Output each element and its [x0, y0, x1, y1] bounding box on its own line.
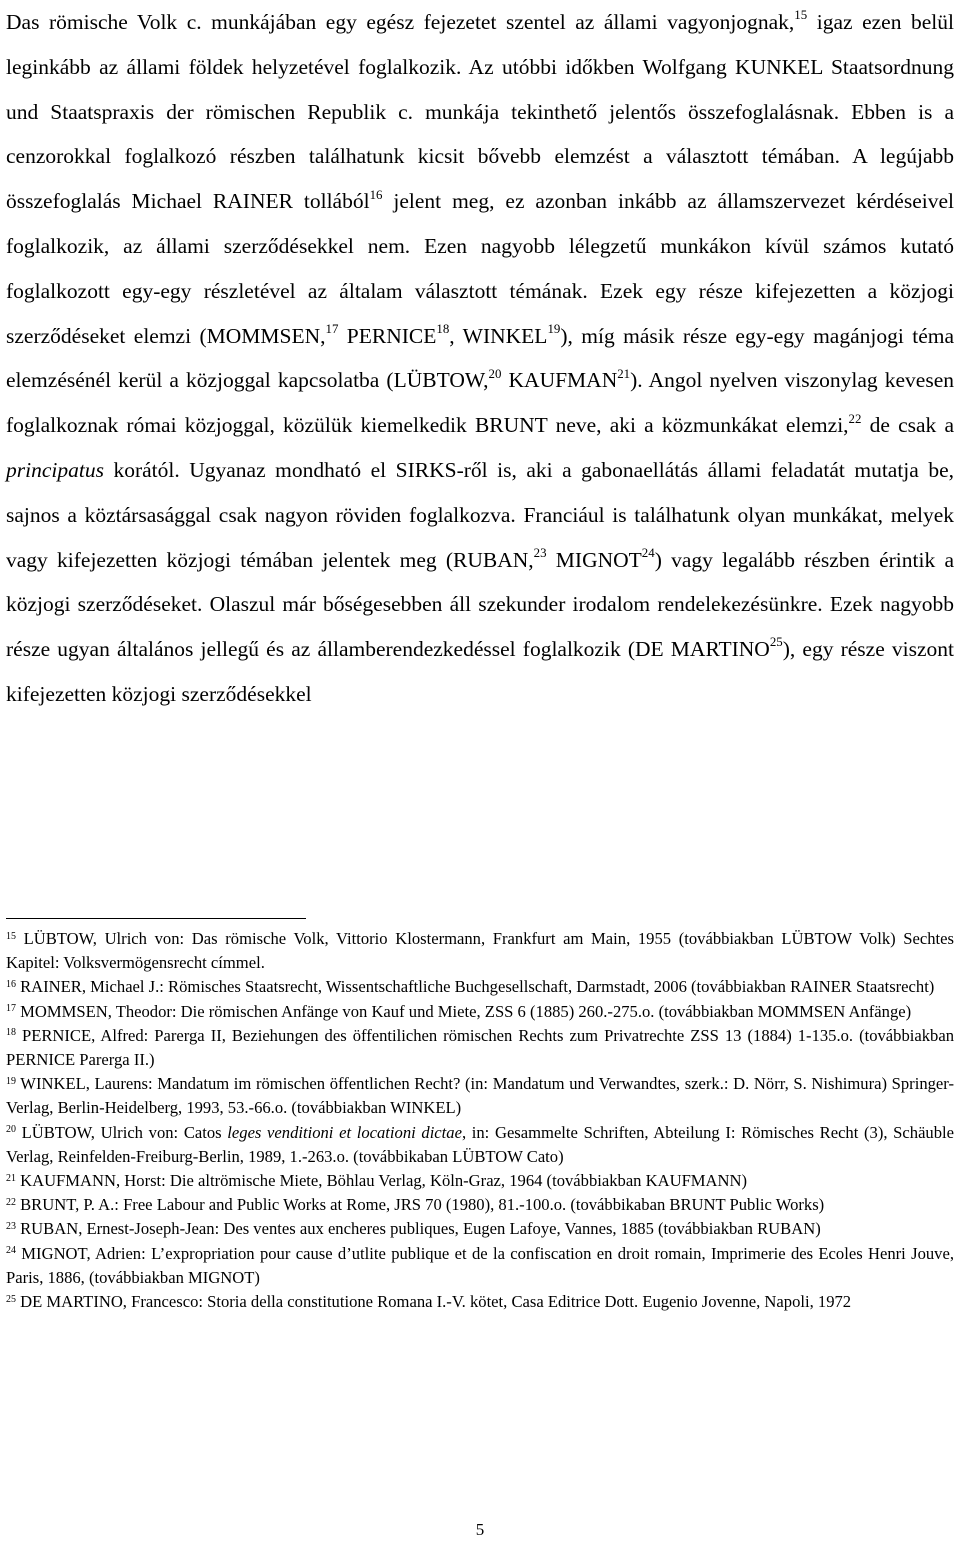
body-text-segment: MIGNOT	[546, 547, 642, 572]
footnote-ref-24[interactable]: 24	[641, 545, 655, 560]
footnote-number: 19	[6, 1075, 16, 1087]
footnote-text: KAUFMANN, Horst: Die altrömische Miete, Böhlau Verlag, Köln-Graz, 1964 (továbbiakban KAUFMANN)	[15, 1171, 748, 1191]
footnote-number: 22	[6, 1196, 16, 1208]
footnote-ref-17[interactable]: 17	[325, 321, 339, 336]
footnote-text: MIGNOT, Adrien: L’expropriation pour cause d’utlite publique et de la confiscation en droit romain, Imprimerie des Ecoles Henri Jouve, Paris, 1886, (továbbiakban MIGNOT)	[6, 1243, 954, 1287]
footnote-16	[6, 975, 954, 999]
footnote-21	[6, 1169, 954, 1193]
italic-term: leges venditioni et locationi dictae	[227, 1122, 462, 1142]
footnote-text: LÜBTOW, Ulrich von: Das römische Volk, Vittorio Klostermann, Frankfurt am Main, 1955 (továbbiakban LÜBTOW Volk) Sechtes Kapitel: Volksvermögensrecht címmel.	[6, 929, 954, 973]
body-text-segment: igaz ezen belül leginkább az állami földek helyzetével foglalkozik. Az utóbbi időkben Wolfgang KUNKEL Staatsordnung und Staatspraxis der römischen Republik c. munkája tekinthető jelentős összefoglalásnak. Ebben is a cenzorokkal foglalkozó részben találhatunk kicsit bővebb elemzést a választott témában. A legújabb összefoglalás Michael RAINER tollából	[6, 10, 954, 214]
footnote-22	[6, 1193, 954, 1217]
footnote-text: MOMMSEN, Theodor: Die römischen Anfänge von Kauf und Miete, ZSS 6 (1885) 260.-275.o. (továbbiakban MOMMSEN Anfänge)	[15, 1001, 912, 1021]
footnote-number: 18	[6, 1027, 16, 1039]
footnote-ref-21[interactable]: 21	[617, 366, 631, 381]
body-text-segment: korától. Ugyanaz mondható el SIRKS-ről is, aki a gabonaellátás állami feladatát mutatja be, sajnos a köztársasággal csak nagyon röviden foglalkozva. Franciául is találhatunk olyan munkákat, melyek vagy kifejezetten közjogi témában jelentek meg (RUBAN,	[6, 457, 954, 572]
body-text-segment: ), egy része viszont kifejezetten közjogi szerződésekkel	[6, 637, 954, 706]
footnote-number: 16	[6, 978, 16, 990]
footnote-number: 21	[6, 1172, 16, 1184]
body-text-segment: , WINKEL	[449, 323, 548, 348]
footnote-ref-15[interactable]: 15	[794, 8, 808, 23]
footnote-19	[6, 1072, 954, 1120]
footnote-separator	[6, 918, 306, 919]
footnote-ref-22[interactable]: 22	[848, 411, 862, 426]
footnote-ref-20[interactable]: 20	[488, 366, 502, 381]
footnote-18	[6, 1024, 954, 1072]
body-text-segment: ) vagy legalább részben érintik a közjogi szerződéseket. Olaszul már bőségesebben áll szekunder irodalom rendelekezésünkre. Ezek nagyobb része ugyan általános jellegű és az államberendezkedéssel foglalkozik (DE MARTINO	[6, 547, 954, 662]
body-text-segment: PERNICE	[338, 323, 437, 348]
footnote-17	[6, 1000, 954, 1024]
body-text-segment: jelent meg, ez azonban inkább az államszervezet kérdéseivel foglalkozik, az állami szerződésekkel nem. Ezen nagyobb lélegzetű munkákon kívül számos kutató foglalkozott egy-egy részletével az általam választott témának. Ezek egy része kifejezetten a közjogi szerződéseket elemzi (MOMMSEN,	[6, 189, 954, 348]
footnote-15	[6, 927, 954, 975]
footnote-text: BRUNT, P. A.: Free Labour and Public Works at Rome, JRS 70 (1980), 81.-100.o. (továbbikaban BRUNT Public Works)	[15, 1195, 825, 1215]
body-text-segment: ), míg másik része egy-egy magánjogi téma elemzésénél kerül a közjoggal kapcsolatba (LÜBTOW,	[6, 323, 955, 393]
body-paragraph	[6, 0, 954, 717]
footnote-number: 15	[6, 930, 16, 942]
footnote-text: , in: Gesammelte Schriften, Abteilung I: Römisches Recht (3), Schäuble Verlag, Reinfelden-Freiburg-Berlin, 1989, 1.-263.o. (továbbikaban LÜBTOW Cato)	[6, 1122, 954, 1166]
footnote-25	[6, 1290, 954, 1314]
footnote-ref-16[interactable]: 16	[369, 187, 383, 202]
footnote-number: 25	[6, 1293, 16, 1305]
footnote-ref-25[interactable]: 25	[769, 635, 783, 650]
footnote-ref-23[interactable]: 23	[533, 545, 547, 560]
footnote-20	[6, 1121, 954, 1169]
body-text-segment: ). Angol nyelven viszonylag kevesen foglalkoznak római közjoggal, közülük kiemelkedik BRUNT neve, aki a közmunkákat elemzi,	[6, 368, 954, 438]
footnote-text: LÜBTOW, Ulrich von: Catos	[15, 1122, 228, 1142]
italic-term: principatus	[6, 457, 104, 482]
body-text-segment: KAUFMAN	[501, 368, 618, 393]
body-text-segment: Das römische Volk c. munkájában egy egész fejezetet szentel az állami vagyonjognak,	[6, 10, 795, 34]
footnote-number: 23	[6, 1220, 16, 1232]
footnote-text: PERNICE, Alfred: Parerga II, Beziehungen des öffentilichen römischen Rechts zum Privatrechte ZSS 13 (1884) 1-135.o. (továbbiakban PERNICE Parerga II.)	[6, 1025, 954, 1070]
body-text-segment: de csak a	[861, 413, 954, 438]
footnote-text: DE MARTINO, Francesco: Storia della constitutione Romana I.-V. kötet, Casa Editrice Dott. Eugenio Jovenne, Napoli, 1972	[15, 1292, 852, 1312]
footnotes	[6, 927, 954, 1314]
footnote-ref-19[interactable]: 19	[547, 321, 561, 336]
footnote-23	[6, 1217, 954, 1241]
footnote-24	[6, 1242, 954, 1290]
footnote-number: 17	[6, 1003, 16, 1015]
footnote-text: RUBAN, Ernest-Joseph-Jean: Des ventes aux encheres publiques, Eugen Lafoye, Vannes, 1885 (továbbiakban RUBAN)	[15, 1219, 821, 1239]
footnote-text: RAINER, Michael J.: Römisches Staatsrecht, Wissentschaftliche Buchgesellschaft, Darmstadt, 2006 (továbbiakban RAINER Staatsrecht)	[15, 977, 935, 997]
footnote-text: WINKEL, Laurens: Mandatum im römischen öffentlichen Recht? (in: Mandatum und Verwandtes, szerk.: D. Nörr, S. Nishimura) Springer-Verlag, Berlin-Heidelberg, 1993, 53.-66.o. (továbbiakban WINKEL)	[6, 1074, 954, 1118]
page-number: 5	[475, 1520, 485, 1539]
footnote-ref-18[interactable]: 18	[436, 321, 450, 336]
footnote-number: 20	[6, 1124, 16, 1136]
footnote-number: 24	[6, 1245, 16, 1257]
